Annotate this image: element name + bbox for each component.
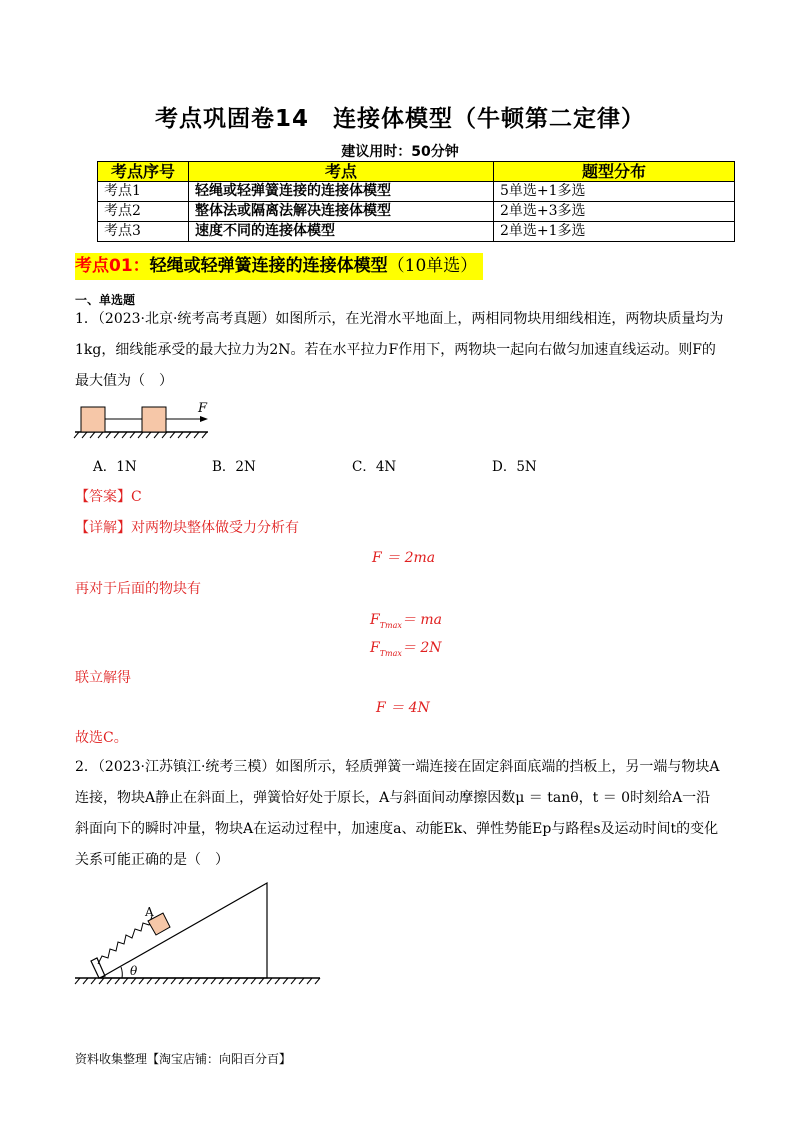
angle-label: θ: [130, 964, 138, 978]
incline: [100, 883, 267, 978]
baffle: [91, 958, 105, 978]
explanation-line: 联立解得: [75, 670, 131, 686]
equation: $F_{Tmax}=$ ma: [370, 612, 442, 630]
table-row: [98, 202, 735, 222]
equation: F ＝ 2ma: [372, 550, 436, 566]
table-cell: 考点1: [98, 182, 189, 202]
conclusion-line: 故选C。: [75, 730, 128, 746]
page-title: 考点巩固卷14 连接体模型（牛顿第二定律）: [154, 106, 645, 132]
table-header-cell: 题型分布: [494, 162, 735, 182]
block-right: [142, 407, 166, 432]
part-heading: 一、单选题: [75, 293, 136, 307]
table-cell: 整体法或隔离法解决连接体模型: [189, 202, 494, 222]
option-d: D．5N: [492, 459, 537, 475]
block-left: [81, 407, 105, 432]
table-cell: 5单选+1多选: [494, 182, 735, 202]
q2-text-line: 斜面向下的瞬时冲量，物块A在运动过程中，加速度a、动能Ek、弹性势能Ep与路程s及运动时间t的变化: [75, 821, 719, 837]
detail-line: 【详解】对两物块整体做受力分析有: [75, 520, 299, 536]
table-cell: 速度不同的连接体模型: [189, 222, 494, 242]
section-count: （10单选）: [387, 256, 478, 276]
topic-overview-table: [97, 161, 735, 242]
table-header-row: [98, 162, 735, 182]
q2-text-line: 连接，物块A静止在斜面上，弹簧恰好处于原长，A与斜面间动摩擦因数μ ＝ tanθ，t ＝ 0时刻给A一沿: [75, 790, 711, 806]
table-header-cell: 考点序号: [98, 162, 189, 182]
equation: F ＝ 4N: [376, 700, 430, 716]
table-cell: 2单选+1多选: [494, 222, 735, 242]
explanation-line: 再对于后面的物块有: [75, 581, 201, 597]
q1-text-line: 最大值为（ ）: [75, 373, 173, 389]
block-a-label: A: [145, 905, 154, 919]
answer-line: 【答案】C: [75, 489, 142, 505]
footer-source: 资料收集整理【淘宝店铺：向阳百分百】: [75, 1052, 292, 1066]
table-cell: 轻绳或轻弹簧连接的连接体模型: [189, 182, 494, 202]
section-heading: [75, 253, 483, 280]
option-c: C．4N: [352, 459, 397, 475]
option-b: B．2N: [212, 459, 256, 475]
angle-arc: [121, 967, 122, 978]
q2-figure-incline-spring: [70, 878, 325, 996]
q1-text-line: 1kg，细线能承受的最大拉力为2N。若在水平拉力F作用下，两物块一起向右做匀加速直线运动。则F的: [75, 342, 716, 358]
table-cell: 2单选+3多选: [494, 202, 735, 222]
equation: $F_{Tmax}= 2N$: [370, 640, 442, 658]
section-name: 轻绳或轻弹簧连接的连接体模型: [149, 256, 388, 276]
q1-figure-two-blocks: [70, 398, 220, 440]
q1-text-line: 1．（2023·北京·统考高考真题）如图所示，在光滑水平地面上，两相同物块用细线相连，两物块质量均为: [75, 311, 724, 327]
spring: [98, 916, 152, 964]
q2-text-line: 2．（2023·江苏镇江·统考三模）如图所示，轻质弹簧一端连接在固定斜面底端的挡板上，另一端与物块A: [75, 759, 720, 775]
force-label: F: [198, 401, 208, 416]
table-row: [98, 182, 735, 202]
suggested-time: 建议用时：50分钟: [341, 144, 459, 160]
section-prefix: 考点01：: [75, 256, 150, 276]
table-cell: 考点3: [98, 222, 189, 242]
q2-text-line: 关系可能正确的是（ ）: [75, 852, 229, 868]
option-a: A．1N: [93, 459, 137, 475]
table-header-cell: 考点: [189, 162, 494, 182]
table-row: [98, 222, 735, 242]
table-cell: 考点2: [98, 202, 189, 222]
